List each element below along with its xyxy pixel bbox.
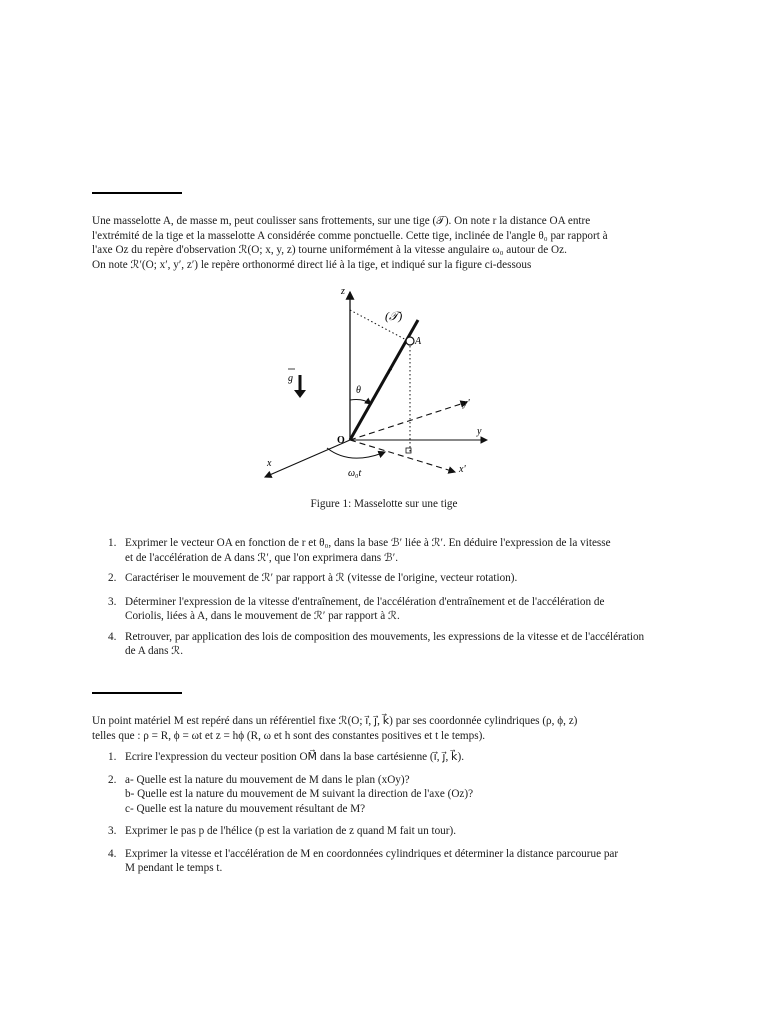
yprime-label: y' — [463, 398, 470, 409]
exercise1-questions — [108, 536, 673, 659]
question-line: Exprimer le pas p de l'hélice (p est la variation de z quand M fait un tour). — [125, 825, 457, 837]
z-label: z — [341, 286, 345, 297]
figure-svg — [255, 280, 505, 490]
O-label: O — [337, 435, 345, 446]
question-line: Exprimer le vecteur OA en fonction de r et θ₀, dans la base ℬ′ liée à ℛ′. En déduire l'expression de la vitesse — [125, 537, 611, 549]
omega-arc — [327, 448, 385, 458]
question-number: 3. — [108, 825, 117, 837]
question-line: Caractériser le mouvement de ℛ′ par rapport à ℛ (vitesse de l'origine, vecteur rotation). — [125, 572, 518, 584]
list-item — [108, 773, 673, 817]
mass-A — [406, 337, 414, 345]
question-line: Déterminer l'expression de la vitesse d'entraînement, de l'accélération d'entraînement et de l'accélération de — [125, 595, 605, 608]
xprime-axis — [350, 440, 455, 472]
question-number: 1. — [108, 751, 117, 763]
list-item — [108, 571, 673, 586]
question-line: Coriolis, liées à A, dans le mouvement de ℛ′ par rapport à ℛ. — [125, 610, 400, 622]
question-line: Exprimer la vitesse et l'accélération de M en coordonnées cylindriques et déterminer la distance parcourue par — [125, 847, 619, 860]
figure-masselotte — [255, 280, 505, 490]
statement-line: Un point matériel M est repéré dans un référentiel fixe ℛ(O; i⃗, j⃗, k⃗) par ses coordonnée cylindriques (ρ, ϕ, z) — [92, 715, 578, 727]
x-label: x — [267, 458, 272, 469]
question-line: de A dans ℛ. — [125, 645, 184, 657]
gravity-arrowhead — [294, 390, 306, 398]
question-number: 2. — [108, 773, 117, 786]
question-line: M pendant le temps t. — [125, 862, 223, 874]
theta-arc — [350, 400, 371, 405]
r-label: r — [388, 366, 392, 377]
list-item — [108, 536, 673, 565]
question-part-a: a- Quelle est la nature du mouvement de M dans le plan (xOy)? — [125, 773, 410, 786]
exercise2-statement — [92, 714, 682, 743]
question-number: 4. — [108, 847, 117, 860]
question-number: 4. — [108, 630, 117, 643]
statement-line: telles que : ρ = R, ϕ = ωt et z = hϕ (R, ω et h sont des constantes positives et t le temps). — [92, 729, 486, 742]
question-part-b: b- Quelle est la nature du mouvement de M suivant la direction de l'axe (Oz)? — [125, 788, 474, 800]
question-line: et de l'accélération de A dans ℛ′, que l'on exprimera dans ℬ′. — [125, 551, 398, 564]
list-item — [108, 824, 673, 839]
statement-line: On note ℛ′(O; x′, y′, z′) le repère orthonormé direct lié à la tige, et indiqué sur la figure ci-dessous — [92, 258, 532, 271]
question-line: Ecrire l'expression du vecteur position OM⃗ dans la base cartésienne (i⃗, j⃗, k⃗). — [125, 751, 465, 763]
theta-label: θ — [356, 385, 361, 396]
list-item — [108, 630, 673, 659]
T-label: (𝒯) — [385, 309, 403, 323]
statement-line: l'axe Oz du repère d'observation ℛ(O; x, y, z) tourne uniformément à la vitesse angulaire ω₀ autour de Oz. — [92, 244, 567, 256]
list-item — [108, 847, 673, 876]
statement-line: l'extrémité de la tige et la masselotte A considérée comme ponctuelle. Cette tige, inclinée de l'angle θ₀ par rapport à — [92, 229, 608, 242]
figure-caption: Figure 1: Masselotte sur une tige — [310, 498, 458, 510]
question-number: 2. — [108, 572, 117, 584]
xprime-label: x' — [459, 464, 466, 475]
statement-line: Une masselotte A, de masse m, peut coulisser sans frottements, sur une tige (𝒯). On note r la distance OA entre — [92, 215, 591, 227]
g-label: g — [288, 373, 293, 384]
exercise1-statement — [92, 214, 682, 272]
exercise2-questions — [108, 750, 673, 876]
list-item — [108, 750, 673, 765]
omega-label: ω₀t — [348, 468, 362, 479]
question-part-c: c- Quelle est la nature du mouvement résultant de M? — [125, 802, 366, 815]
y-label: y — [477, 426, 482, 437]
exercise1-rule — [92, 192, 182, 194]
question-number: 3. — [108, 595, 117, 608]
A-label: A — [415, 336, 422, 347]
exercise2-rule — [92, 692, 182, 694]
question-number: 1. — [108, 537, 117, 549]
question-line: Retrouver, par application des lois de composition des mouvements, les expressions de la vitesse et de l'accélération — [125, 630, 645, 643]
list-item — [108, 595, 673, 624]
